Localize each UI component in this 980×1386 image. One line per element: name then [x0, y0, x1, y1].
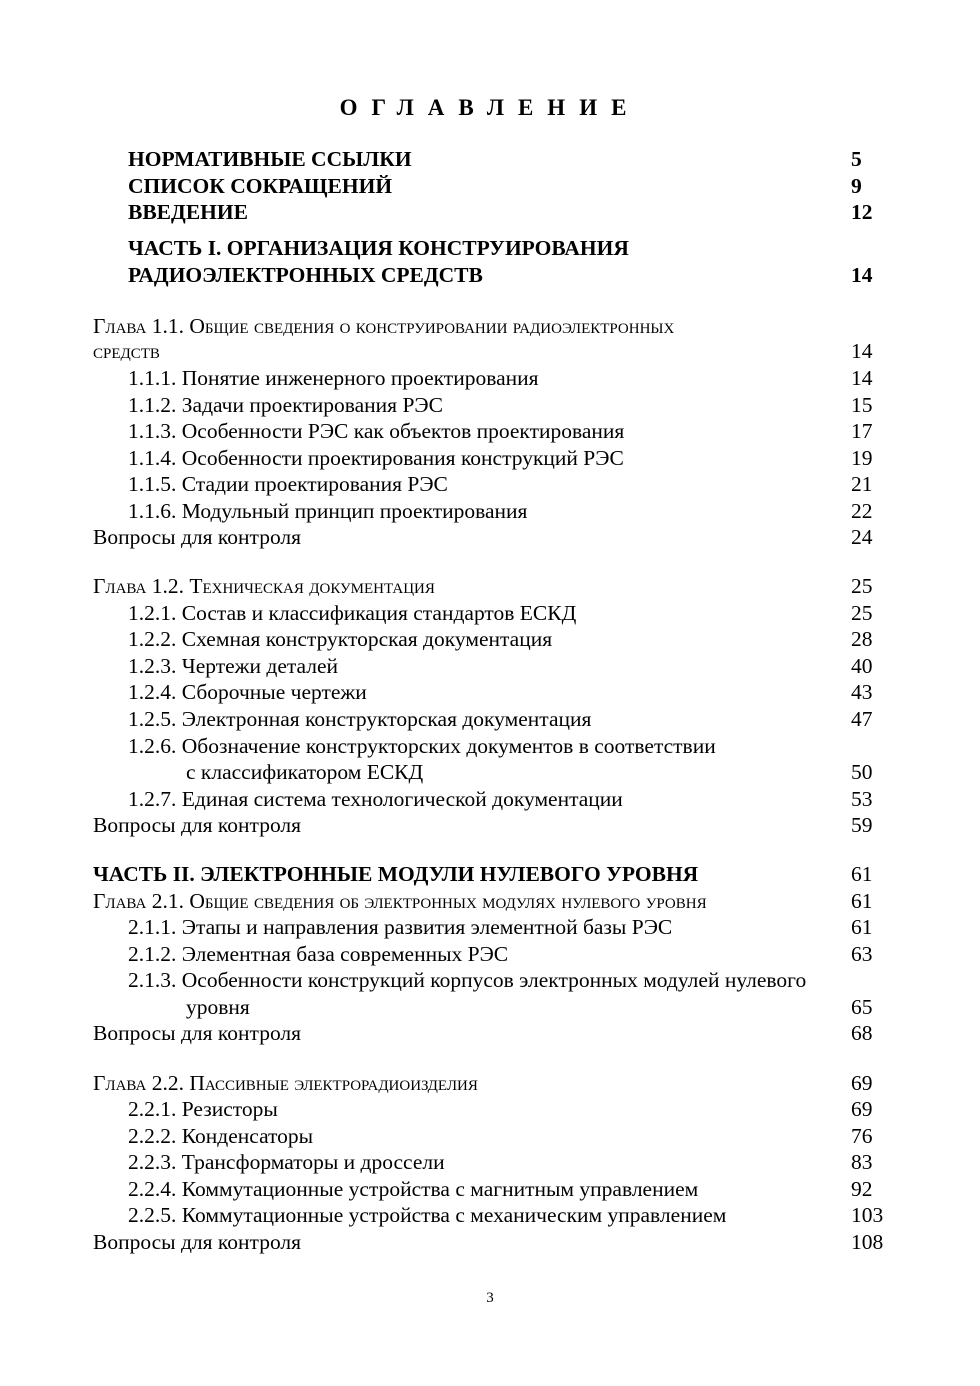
- page-title: ОГЛАВЛЕНИЕ: [339, 95, 641, 120]
- toc-entry-page: 25: [851, 601, 873, 625]
- toc-entry-page: 43: [851, 680, 873, 704]
- toc-chapter-heading[interactable]: [0, 338, 980, 365]
- toc-entry[interactable]: [0, 199, 980, 226]
- toc-entry-title: 2.2.4. Коммутационные устройства с магнитным управлением: [128, 1177, 699, 1201]
- toc-entry-page: 61: [851, 915, 873, 939]
- toc-entry-page: 25: [851, 574, 873, 598]
- toc-entry[interactable]: [0, 365, 980, 392]
- toc-entry[interactable]: [0, 524, 980, 551]
- toc-entry[interactable]: [0, 445, 980, 472]
- toc-entry-title: 2.2.1. Резисторы: [128, 1097, 278, 1121]
- toc-entry-title: 2.1.2. Элементная база современных РЭС: [128, 942, 509, 966]
- toc-entry[interactable]: [0, 1229, 980, 1256]
- toc-entry-page: 47: [851, 707, 873, 731]
- toc-entry-title: ВВЕДЕНИЕ: [128, 200, 248, 224]
- toc-entry[interactable]: [0, 653, 980, 680]
- toc-entry-title: 1.1.6. Модульный принцип проектирования: [128, 499, 528, 523]
- toc-entry-title: 1.2.1. Состав и классификация стандартов ЕСКД: [128, 601, 577, 625]
- toc-entry[interactable]: [0, 994, 980, 1021]
- toc-entry-title: Глава 2.2. Пассивные электрорадиоизделия: [93, 1071, 478, 1095]
- toc-entry-title: 2.1.1. Этапы и направления развития элементной базы РЭС: [128, 915, 673, 939]
- toc-entry[interactable]: [0, 914, 980, 941]
- toc-chapter-heading[interactable]: [0, 313, 980, 340]
- toc-entry-page: 92: [851, 1177, 873, 1201]
- toc-entry-page: 17: [851, 419, 873, 443]
- toc-entry[interactable]: [0, 498, 980, 525]
- toc-entry[interactable]: [0, 600, 980, 627]
- toc-entry-page: 108: [851, 1230, 884, 1254]
- toc-entry-page: 63: [851, 942, 873, 966]
- toc-entry-page: 50: [851, 760, 873, 784]
- toc-entry[interactable]: [0, 967, 980, 994]
- toc-entry-title: Вопросы для контроля: [93, 1230, 302, 1254]
- toc-entry-title: 1.1.2. Задачи проектирования РЭС: [128, 393, 443, 417]
- toc-entry-title: 2.2.3. Трансформаторы и дроссели: [128, 1150, 445, 1174]
- toc-entry[interactable]: [0, 173, 980, 200]
- toc-entry-page: 14: [851, 339, 873, 363]
- toc-entry-page: 14: [851, 263, 873, 287]
- toc-entry[interactable]: [0, 418, 980, 445]
- toc-entry-page: 24: [851, 525, 873, 549]
- toc-entry-title: Вопросы для контроля: [93, 525, 302, 549]
- toc-entry-page: 19: [851, 446, 873, 470]
- page-number: 3: [486, 1290, 494, 1306]
- toc-entry[interactable]: [0, 812, 980, 839]
- toc-entry-page: 69: [851, 1097, 873, 1121]
- toc-entry-page: 28: [851, 627, 873, 651]
- toc-entry-title: 1.1.5. Стадии проектирования РЭС: [128, 472, 448, 496]
- toc-entry-title: Глава 2.1. Общие сведения об электронных модулях нулевого уровня: [93, 889, 707, 913]
- toc-entry-page: 69: [851, 1071, 873, 1095]
- toc-entry[interactable]: [0, 706, 980, 733]
- toc-chapter-heading[interactable]: [0, 888, 980, 915]
- toc-entry[interactable]: [0, 1096, 980, 1123]
- toc-entry[interactable]: [0, 759, 980, 786]
- toc-entry-title: 2.2.5. Коммутационные устройства с механическим управлением: [128, 1203, 727, 1227]
- toc-entry-page: 53: [851, 787, 873, 811]
- toc-entry-title: 1.1.4. Особенности проектирования конструкций РЭС: [128, 446, 624, 470]
- toc-entry-page: 61: [851, 862, 873, 886]
- toc-entry-page: 9: [851, 174, 862, 198]
- toc-entry-title: средств: [93, 339, 160, 363]
- toc-entry-title: Вопросы для контроля: [93, 813, 302, 837]
- toc-entry-page: 59: [851, 813, 873, 837]
- toc-entry-title: уровня: [186, 995, 250, 1019]
- toc-entry-title: ЧАСТЬ II. ЭЛЕКТРОННЫЕ МОДУЛИ НУЛЕВОГО УРОВНЯ: [93, 862, 699, 886]
- toc-entry-page: 12: [851, 200, 873, 224]
- toc-entry-page: 15: [851, 393, 873, 417]
- toc-entry-title: ЧАСТЬ I. ОРГАНИЗАЦИЯ КОНСТРУИРОВАНИЯ: [128, 236, 629, 260]
- toc-entry-title: 1.2.6. Обозначение конструкторских документов в соответствии: [128, 734, 716, 758]
- toc-entry[interactable]: [0, 941, 980, 968]
- toc-entry[interactable]: [0, 146, 980, 173]
- toc-entry-page: 103: [851, 1203, 884, 1227]
- toc-entry-title: 2.1.3. Особенности конструкций корпусов электронных модулей нулевого: [128, 968, 807, 992]
- toc-entry-title: 1.1.1. Понятие инженерного проектирования: [128, 366, 539, 390]
- toc-entry-page: 22: [851, 499, 873, 523]
- toc-entry-title: Вопросы для контроля: [93, 1021, 302, 1045]
- toc-entry-title: 1.2.4. Сборочные чертежи: [128, 680, 367, 704]
- toc-entry-title: Глава 1.1. Общие сведения о конструировании радиоэлектронных: [93, 314, 675, 338]
- toc-part-heading[interactable]: [0, 262, 980, 289]
- toc-entry-title: СПИСОК СОКРАЩЕНИЙ: [128, 174, 393, 198]
- toc-part-heading[interactable]: [0, 235, 980, 262]
- toc-entry-page: 65: [851, 995, 873, 1019]
- toc-entry-title: НОРМАТИВНЫЕ ССЫЛКИ: [128, 147, 412, 171]
- toc-part-heading[interactable]: [0, 861, 980, 888]
- toc-entry-page: 76: [851, 1124, 873, 1148]
- toc-entry-title: 1.2.7. Единая система технологической документации: [128, 787, 623, 811]
- toc-entry[interactable]: [0, 1123, 980, 1150]
- toc-entry-title: Глава 1.2. Техническая документация: [93, 574, 435, 598]
- toc-entry[interactable]: [0, 733, 980, 760]
- toc-chapter-heading[interactable]: [0, 1070, 980, 1097]
- toc-entry[interactable]: [0, 471, 980, 498]
- toc-entry-title: 2.2.2. Конденсаторы: [128, 1124, 314, 1148]
- toc-entry[interactable]: [0, 626, 980, 653]
- toc-entry-title: РАДИОЭЛЕКТРОННЫХ СРЕДСТВ: [128, 263, 483, 287]
- toc-entry-title: 1.2.3. Чертежи деталей: [128, 654, 339, 678]
- toc-entry-page: 5: [851, 147, 862, 171]
- toc-entry-page: 14: [851, 366, 873, 390]
- toc-entry[interactable]: [0, 1020, 980, 1047]
- toc-entry[interactable]: [0, 679, 980, 706]
- toc-entry[interactable]: [0, 1202, 980, 1229]
- toc-entry-title: 1.1.3. Особенности РЭС как объектов проектирования: [128, 419, 625, 443]
- toc-entry-title: 1.2.2. Схемная конструкторская документация: [128, 627, 553, 651]
- toc-entry-title: 1.2.5. Электронная конструкторская документация: [128, 707, 592, 731]
- toc-chapter-heading[interactable]: [0, 573, 980, 600]
- toc-entry-page: 61: [851, 889, 873, 913]
- toc-entry[interactable]: [0, 392, 980, 419]
- toc-entry[interactable]: [0, 786, 980, 813]
- toc-entry[interactable]: [0, 1176, 980, 1203]
- toc-entry-page: 83: [851, 1150, 873, 1174]
- toc-entry-page: 21: [851, 472, 873, 496]
- toc-entry-title: с классификатором ЕСКД: [186, 760, 424, 784]
- toc-entry-page: 68: [851, 1021, 873, 1045]
- toc-entry[interactable]: [0, 1149, 980, 1176]
- toc-entry-page: 40: [851, 654, 873, 678]
